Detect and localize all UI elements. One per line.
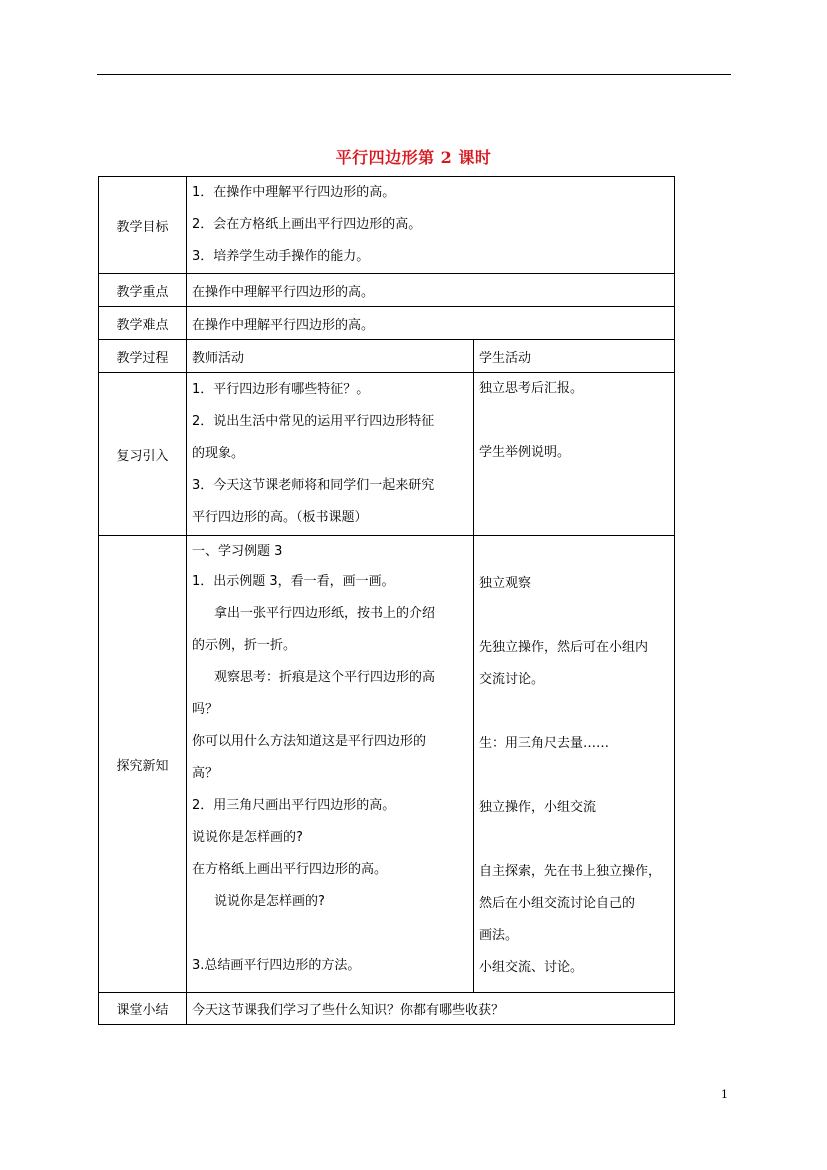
explore-student-line: 然后在小组交流讨论自己的 [479,896,636,911]
objectives-row [99,177,675,274]
explore-student-activity [474,536,675,993]
objectives-label: 教学目标 [99,177,187,274]
objective-item: 2．会在方格纸上画出平行四边形的高。 [192,217,422,232]
difficulty-row [99,307,675,340]
explore-student-line: 画法。 [479,928,519,943]
lesson-plan-table [98,176,675,1025]
explore-student-line: 自主探索，先在书上独立操作， [479,864,662,879]
explore-teacher-line: 1．出示例题 3，看一看，画一画。 [192,574,395,589]
explore-teacher-activity [187,536,474,993]
explore-student-line: 交流讨论。 [479,672,545,687]
explore-label: 探究新知 [99,536,187,993]
review-student-line: 学生举例说明。 [479,445,571,460]
explore-student-line: 先独立操作，然后可在小组内 [479,640,649,655]
review-row [99,373,675,536]
difficulty-text: 在操作中理解平行四边形的高。 [187,307,675,340]
explore-teacher-line: 的示例，折一折。 [192,638,297,653]
summary-row [99,993,675,1025]
explore-student-line: 生：用三角尺去量…… [479,736,610,751]
review-teacher-activity [187,373,474,536]
key-point-label: 教学重点 [99,274,187,307]
review-teacher-line: 2．说出生活中常见的运用平行四边形特征 [192,414,435,429]
process-label: 教学过程 [99,340,187,373]
review-student-activity [474,373,675,536]
summary-text: 今天这节课我们学习了些什么知识？你都有哪些收获？ [187,993,675,1025]
review-student-line: 独立思考后汇报。 [479,381,584,396]
teacher-activity-header: 教师活动 [187,340,474,373]
explore-teacher-line: 3.总结画平行四边形的方法。 [192,958,361,973]
explore-teacher-line: 吗？ [192,702,219,717]
explore-row [99,536,675,993]
review-teacher-line: 3．今天这节课老师将和同学们一起来研究 [192,478,435,493]
objective-item: 1．在操作中理解平行四边形的高。 [192,185,396,200]
explore-teacher-line: 观察思考：折痕是这个平行四边形的高 [214,670,436,685]
review-teacher-line: 的现象。 [192,446,245,461]
explore-teacher-line: 2．用三角尺画出平行四边形的高。 [192,798,396,813]
explore-teacher-line: 高？ [192,766,219,781]
review-teacher-line: 1．平行四边形有哪些特征？。 [192,382,370,397]
explore-teacher-line: 一、学习例题 3 [192,544,283,559]
explore-teacher-line: 拿出一张平行四边形纸，按书上的介绍 [214,606,436,621]
explore-teacher-line: 说说你是怎样画的? [214,894,325,909]
explore-teacher-line: 说说你是怎样画的? [192,830,303,845]
header-rule [97,74,731,75]
review-label: 复习引入 [99,373,187,536]
review-teacher-line: 平行四边形的高。（板书课题） [192,510,368,525]
difficulty-label: 教学难点 [99,307,187,340]
objectives-content [187,177,675,274]
page-title: 平行四边形第 2 课时 [335,148,492,167]
key-point-row [99,274,675,307]
explore-teacher-line: 在方格纸上画出平行四边形的高。 [192,862,388,877]
summary-label: 课堂小结 [99,993,187,1025]
page-number: 1 [721,1088,728,1101]
objective-item: 3．培养学生动手操作的能力。 [192,249,370,264]
process-header-row [99,340,675,373]
key-point-text: 在操作中理解平行四边形的高。 [187,274,675,307]
explore-student-line: 独立操作，小组交流 [479,800,597,815]
explore-student-line: 小组交流、讨论。 [479,960,584,975]
explore-student-line: 独立观察 [479,576,532,591]
explore-teacher-line: 你可以用什么方法知道这是平行四边形的 [192,734,427,749]
student-activity-header: 学生活动 [474,340,675,373]
